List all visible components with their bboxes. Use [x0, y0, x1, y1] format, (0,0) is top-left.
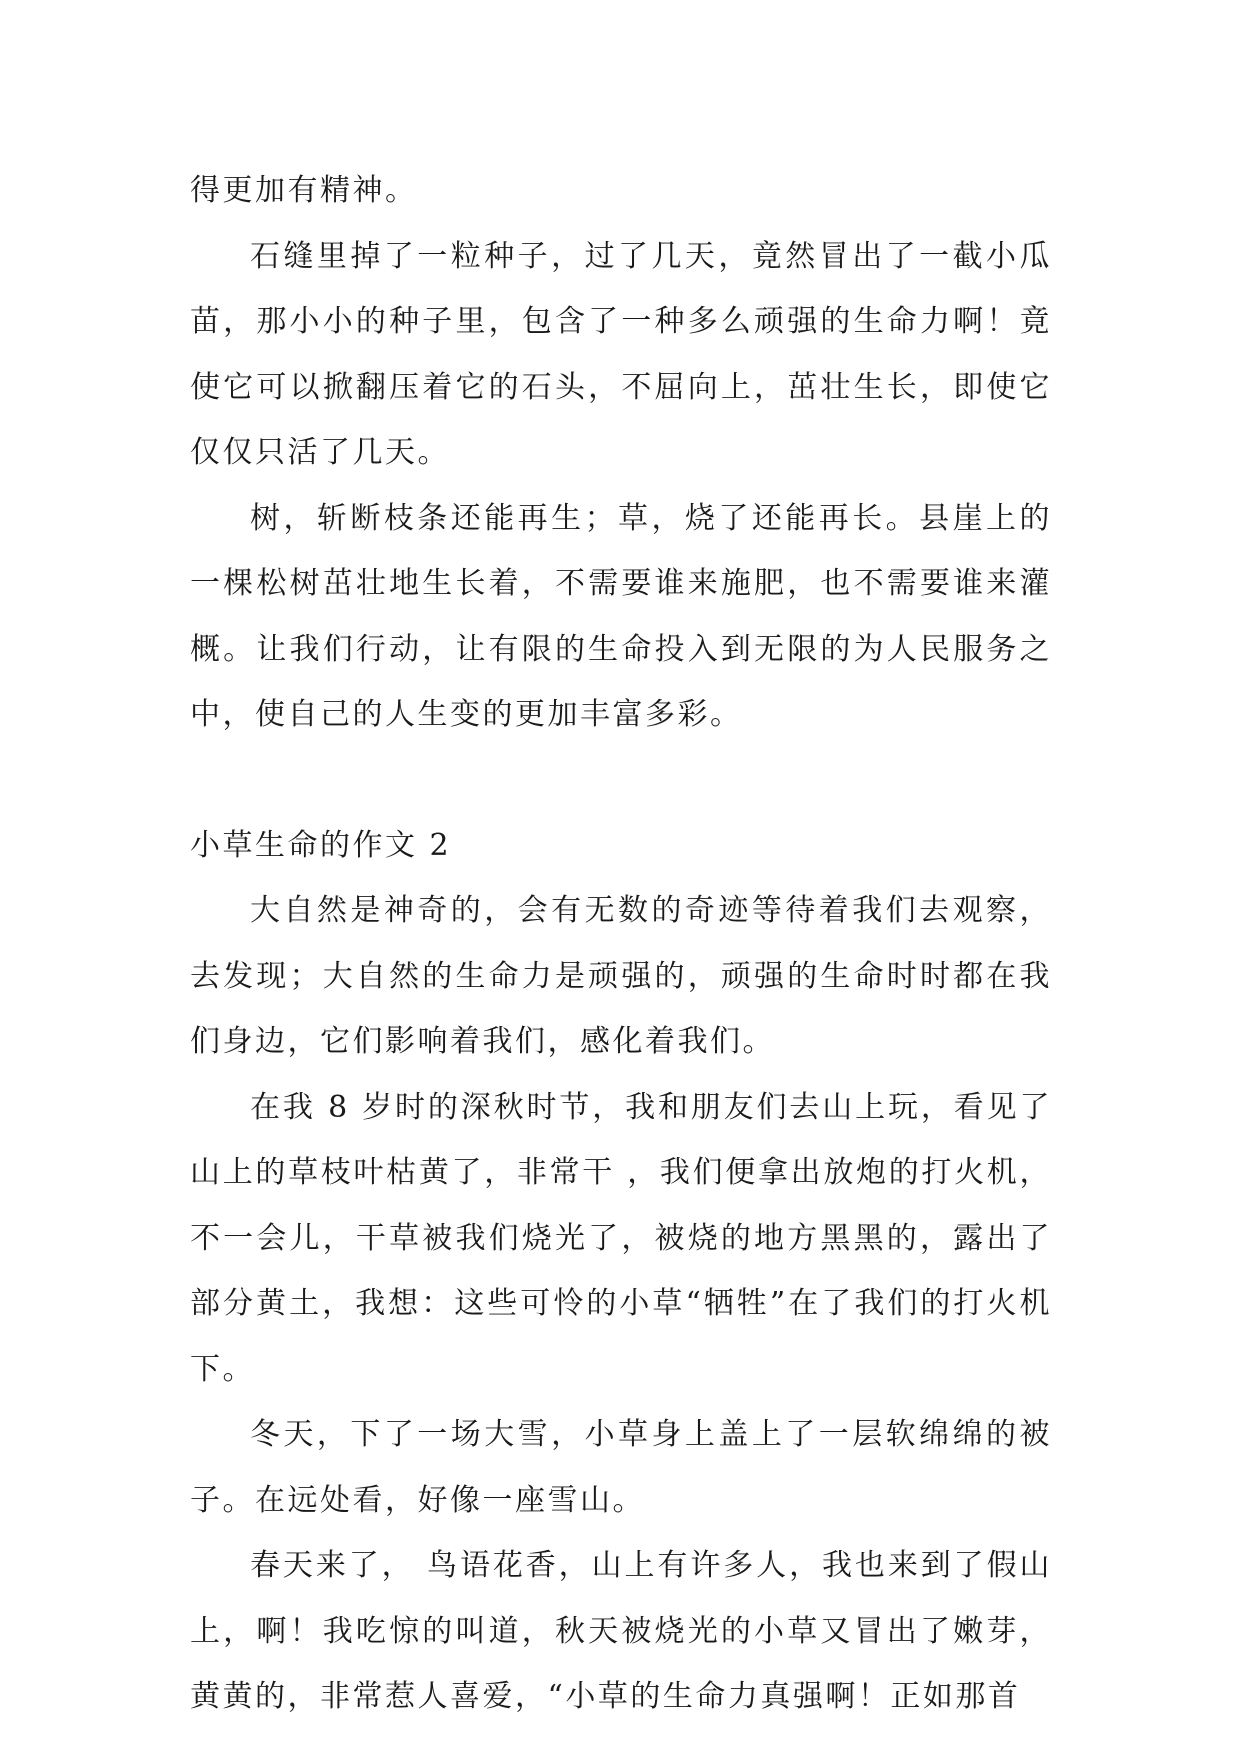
- paragraph: 树，斩断枝条还能再生；草，烧了还能再长。县崖上的一棵松树茁壮地生长着，不需要谁来施肥，也不需要谁来灌概。让我们行动，让有限的生命投入到无限的为人民服务之中，使自己的人生变的更加丰富多彩。: [190, 500, 1052, 732]
- paragraph: 大自然是神奇的，会有无数的奇迹等待着我们去观察，去发现；大自然的生命力是顽强的，顽强的生命时时都在我们身边，它们影响着我们，感化着我们。: [190, 893, 1052, 1059]
- paragraph: 冬天，下了一场大雪，小草身上盖上了一层软绵绵的被子。在远处看，好像一座雪山。: [190, 1417, 1052, 1518]
- paragraph: 得更加有精神。: [190, 173, 418, 208]
- document-body: [190, 158, 1052, 1730]
- paragraph: 在我 8 岁时的深秋时节，我和朋友们去山上玩，看见了山上的草枝叶枯黄了，非常干 ，我们便拿出放炮的打火机，不一会儿，干草被我们烧光了，被烧的地方黑黑的，露出了部分黄土，我想：这些可怜的小草“牺牲”在了我们的打火机下。: [190, 1089, 1052, 1387]
- paragraph: 春天来了， 鸟语花香，山上有许多人，我也来到了假山上，啊！我吃惊的叫道，秋天被烧光的小草又冒出了嫩芽，黄黄的，非常惹人喜爱，“小草的生命力真强啊！正如那首: [190, 1548, 1052, 1714]
- section-title: 小草生命的作文 2: [190, 827, 452, 863]
- paragraph: 石缝里掉了一粒种子，过了几天，竟然冒出了一截小瓜苗，那小小的种子里，包含了一种多么顽强的生命力啊！竟使它可以掀翻压着它的石头，不屈向上，茁壮生长，即使它仅仅只活了几天。: [190, 238, 1052, 470]
